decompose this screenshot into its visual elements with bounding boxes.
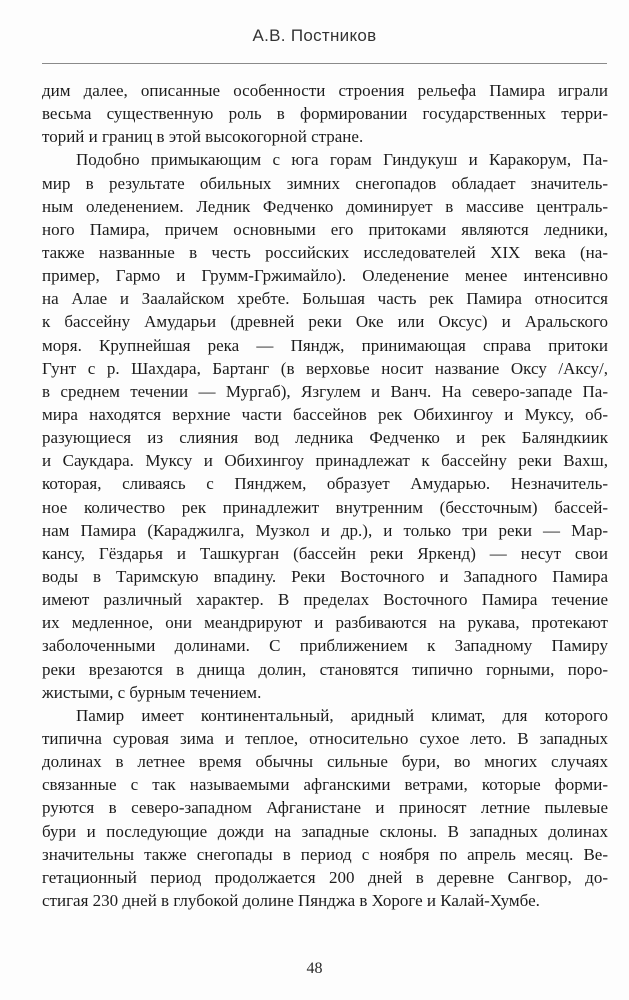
text-line: в среднем течении — Мургаб), Язгулем и Ванч. На северо-западе Па- (42, 381, 608, 401)
text-line: торий и границ в этой высокогорной стране. (42, 127, 364, 147)
text-line: руются в северо-западном Афганистане и приносят летние пылевые (42, 798, 608, 818)
text-line: связанные с так называемыми афганскими ветрами, которые форми- (42, 775, 608, 795)
text-line: долинах в летнее время обычны сильные бури, во многих случаях (42, 752, 608, 772)
text-line: Памир имеет континентальный, аридный климат, для которого (76, 705, 608, 725)
text-line: на Алае и Заалайском хребте. Большая часть рек Памира относится (42, 289, 608, 309)
text-line: Гунт с р. Шахдара, Бартанг (в верховье носит название Оксу /Аксу/, (42, 358, 608, 378)
text-line: ное количество рек принадлежит внутренним (бессточным) бассей- (42, 497, 608, 517)
text-line: пример, Гармо и Грумм-Гржимайло). Оледенение менее интенсивно (42, 266, 608, 286)
page-number: 48 (306, 960, 323, 977)
header-rule (42, 63, 607, 64)
text-line: которая, сливаясь с Пянджем, образует Амударью. Незначитель- (42, 474, 608, 494)
text-line: воды в Таримскую впадину. Реки Восточного и Западного Памира (42, 566, 608, 586)
paragraph (42, 79, 608, 148)
running-head-author: А.В. Постников (252, 26, 377, 45)
text-line: имеют различный характер. В пределах Восточного Памира течение (42, 590, 608, 610)
text-line: заболоченными долинами. С приближением к Западному Памиру (42, 636, 608, 656)
text-line: кансу, Гёздарья и Ташкурган (бассейн реки Яркенд) — несут свои (42, 543, 608, 563)
text-line: моря. Крупнейшая река — Пяндж, принимающая справа притоки (42, 335, 608, 355)
text-line: мира находятся верхние части бассейнов рек Обихингоу и Муксу, об- (42, 404, 608, 424)
text-line: жистыми, с бурным течением. (42, 682, 262, 702)
text-line: гетационный период продолжается 200 дней в деревне Сангвор, до- (42, 867, 608, 887)
text-line: стигая 230 дней в глубокой долине Пянджа в Хороге и Калай-Хумбе. (42, 890, 540, 910)
text-line: ного Памира, причем основными его притоками являются ледники, (42, 219, 608, 239)
text-line: дим далее, описанные особенности строения рельефа Памира играли (42, 81, 608, 100)
paragraph (42, 704, 608, 912)
text-line: и Саукдара. Муксу и Обихингоу принадлежат к бассейну реки Вахш, (42, 451, 608, 471)
text-line: их медленное, они меандрируют и разбиваются на рукава, протекают (42, 613, 608, 633)
text-line: типична суровая зима и теплое, относительно сухое лето. В западных (42, 728, 608, 748)
text-line: бури и последующие дожди на западные склоны. В западных долинах (42, 821, 608, 841)
text-line: к бассейну Амударьи (древней реки Оке или Оксус) и Аральского (42, 312, 608, 332)
text-line: нам Памира (Караджилга, Музкол и др.), и только три реки — Мар- (42, 520, 608, 540)
text-line: мир в результате обильных зимних снегопадов обладает значитель- (42, 173, 608, 193)
text-line: Подобно примыкающим с юга горам Гиндукуш и Каракорум, Па- (76, 150, 608, 170)
text-line: ным оледенением. Ледник Федченко доминирует в массиве централь- (42, 196, 608, 216)
text-line: весьма существенную роль в формировании государственных терри- (42, 104, 608, 124)
text-line: значительны также снегопады в период с ноября по апрель месяц. Ве- (42, 844, 608, 864)
text-line: реки врезаются в днища долин, становятся типично горными, поро- (42, 659, 608, 679)
text-line: разующиеся из слияния вод ледника Федченко и рек Баляндкиик (42, 428, 608, 448)
paragraph (42, 148, 608, 703)
text-line: также названные в честь российских исследователей XIX века (на- (42, 242, 608, 262)
body-text (42, 79, 608, 912)
